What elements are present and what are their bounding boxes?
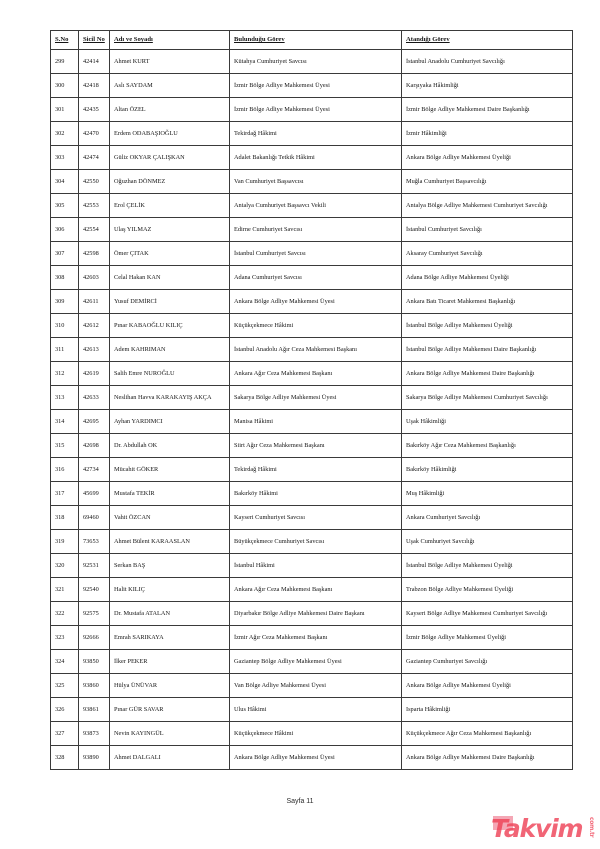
cell-ad: Ahmet DALGALI [110, 746, 230, 770]
cell-sno: 312 [51, 362, 79, 386]
cell-ad: Vahit ÖZCAN [110, 506, 230, 530]
cell-bul: Tekirdağ Hâkimi [230, 458, 402, 482]
cell-bul: Ankara Bölge Adliye Mahkemesi Üyesi [230, 746, 402, 770]
table-row [51, 146, 573, 170]
cell-bul: Van Bölge Adliye Mahkemesi Üyesi [230, 674, 402, 698]
cell-atan: Ankara Bölge Adliye Mahkemesi Üyeliği [402, 146, 573, 170]
cell-ad: Adem KAHRIMAN [110, 338, 230, 362]
cell-sno: 311 [51, 338, 79, 362]
cell-atan: Uşak Hâkimliği [402, 410, 573, 434]
cell-bul: Ankara Ağır Ceza Mahkemesi Başkanı [230, 578, 402, 602]
table-row [51, 50, 573, 74]
cell-ad: Ahmet KURT [110, 50, 230, 74]
cell-atan: İzmir Bölge Adliye Mahkemesi Üyeliği [402, 626, 573, 650]
cell-atan: Muş Hâkimliği [402, 482, 573, 506]
table-row [51, 458, 573, 482]
table-row [51, 650, 573, 674]
cell-sicil: 42734 [79, 458, 110, 482]
table-row [51, 722, 573, 746]
table-row [51, 362, 573, 386]
cell-sicil: 93850 [79, 650, 110, 674]
table-header-row [51, 31, 573, 50]
cell-ad: Altan ÖZEL [110, 98, 230, 122]
cell-sno: 328 [51, 746, 79, 770]
cell-ad: Erol ÇELİK [110, 194, 230, 218]
cell-sicil: 45699 [79, 482, 110, 506]
cell-bul: Küçükçekmece Hâkimi [230, 722, 402, 746]
table-row [51, 482, 573, 506]
table-row [51, 290, 573, 314]
table-row [51, 530, 573, 554]
cell-atan: İstanbul Bölge Adliye Mahkemesi Üyeliği [402, 314, 573, 338]
cell-ad: Pınar GÜR SAVAR [110, 698, 230, 722]
cell-ad: Güliz OKYAR ÇALIŞKAN [110, 146, 230, 170]
cell-bul: Ankara Bölge Adliye Mahkemesi Üyesi [230, 290, 402, 314]
cell-sicil: 92666 [79, 626, 110, 650]
cell-sno: 315 [51, 434, 79, 458]
watermark-brand-text: Takvim [491, 814, 583, 843]
cell-atan: Ankara Bölge Adliye Mahkemesi Daire Başkanlığı [402, 362, 573, 386]
cell-sicil: 42414 [79, 50, 110, 74]
cell-bul: Manisa Hâkimi [230, 410, 402, 434]
cell-ad: Serkan BAŞ [110, 554, 230, 578]
table-row [51, 698, 573, 722]
table-header [51, 31, 573, 50]
cell-atan: Isparta Hâkimliği [402, 698, 573, 722]
cell-sno: 325 [51, 674, 79, 698]
cell-sicil: 42613 [79, 338, 110, 362]
cell-bul: İstanbul Hâkimi [230, 554, 402, 578]
cell-sno: 302 [51, 122, 79, 146]
cell-ad: Ayhan YARDIMCI [110, 410, 230, 434]
cell-bul: Büyükçekmece Cumhuriyet Savcısı [230, 530, 402, 554]
appointments-table [50, 30, 573, 770]
table-row [51, 746, 573, 770]
table-row [51, 506, 573, 530]
column-header-sno: S.No [51, 31, 79, 50]
cell-ad: Pınar KABAOĞLU KILIÇ [110, 314, 230, 338]
cell-sno: 309 [51, 290, 79, 314]
table-row [51, 578, 573, 602]
cell-sno: 308 [51, 266, 79, 290]
cell-atan: Muğla Cumhuriyet Başsavcılığı [402, 170, 573, 194]
cell-atan: Bakırköy Hâkimliği [402, 458, 573, 482]
table-row [51, 674, 573, 698]
cell-sicil: 42611 [79, 290, 110, 314]
cell-sno: 314 [51, 410, 79, 434]
cell-sno: 324 [51, 650, 79, 674]
cell-bul: İstanbul Anadolu Ağır Ceza Mahkemesi Başkanı [230, 338, 402, 362]
table-row [51, 122, 573, 146]
cell-ad: Mücahit GÖKER [110, 458, 230, 482]
cell-sno: 301 [51, 98, 79, 122]
cell-ad: Neslihan Havva KARAKAYIŞ AKÇA [110, 386, 230, 410]
table-row [51, 98, 573, 122]
cell-sno: 300 [51, 74, 79, 98]
table-row [51, 386, 573, 410]
cell-sicil: 42554 [79, 218, 110, 242]
cell-ad: Emrah SARIKAYA [110, 626, 230, 650]
cell-bul: Edirne Cumhuriyet Savcısı [230, 218, 402, 242]
cell-bul: Tekirdağ Hâkimi [230, 122, 402, 146]
cell-ad: Celal Hakan KAN [110, 266, 230, 290]
cell-sicil: 92575 [79, 602, 110, 626]
cell-sicil: 93890 [79, 746, 110, 770]
cell-atan: Antalya Bölge Adliye Mahkemesi Cumhuriyet Savcılığı [402, 194, 573, 218]
cell-bul: Van Cumhuriyet Başsavcısı [230, 170, 402, 194]
cell-sicil: 42695 [79, 410, 110, 434]
page-footer: Sayfa 11 [286, 798, 314, 805]
table-body [51, 50, 573, 770]
column-header-atandigi-gorev: Atandığı Görev [402, 31, 573, 50]
cell-atan: Ankara Bölge Adliye Mahkemesi Daire Başkanlığı [402, 746, 573, 770]
cell-sno: 304 [51, 170, 79, 194]
cell-sicil: 42603 [79, 266, 110, 290]
column-header-bulundugu-gorev: Bulunduğu Görev [230, 31, 402, 50]
table-row [51, 218, 573, 242]
cell-bul: Sakarya Bölge Adliye Mahkemesi Üyesi [230, 386, 402, 410]
cell-sicil: 42418 [79, 74, 110, 98]
cell-sno: 317 [51, 482, 79, 506]
cell-sno: 307 [51, 242, 79, 266]
cell-sicil: 42550 [79, 170, 110, 194]
cell-sno: 321 [51, 578, 79, 602]
cell-bul: Kütahya Cumhuriyet Savcısı [230, 50, 402, 74]
cell-sno: 306 [51, 218, 79, 242]
cell-bul: Bakırköy Hâkimi [230, 482, 402, 506]
watermark-tld-text: com.tr [588, 817, 595, 838]
cell-bul: Küçükçekmece Hâkimi [230, 314, 402, 338]
table-row [51, 266, 573, 290]
cell-ad: Yusuf DEMİRCİ [110, 290, 230, 314]
cell-ad: Dr. Mustafa ATALAN [110, 602, 230, 626]
appointments-table-container [50, 30, 572, 770]
cell-bul: İstanbul Cumhuriyet Savcısı [230, 242, 402, 266]
cell-atan: İstanbul Anadolu Cumhuriyet Savcılığı [402, 50, 573, 74]
cell-bul: İzmir Ağır Ceza Mahkemesi Başkanı [230, 626, 402, 650]
cell-bul: Gaziantep Bölge Adliye Mahkemesi Üyesi [230, 650, 402, 674]
cell-bul: İzmir Bölge Adliye Mahkemesi Üyesi [230, 98, 402, 122]
cell-atan: Bakırköy Ağır Ceza Mahkemesi Başkanlığı [402, 434, 573, 458]
cell-bul: İzmir Bölge Adliye Mahkemesi Üyesi [230, 74, 402, 98]
table-row [51, 314, 573, 338]
cell-ad: Aslı SAYDAM [110, 74, 230, 98]
table-row [51, 74, 573, 98]
cell-atan: İstanbul Bölge Adliye Mahkemesi Üyeliği [402, 554, 573, 578]
cell-atan: İzmir Hâkimliği [402, 122, 573, 146]
cell-sno: 322 [51, 602, 79, 626]
cell-sno: 310 [51, 314, 79, 338]
cell-atan: Küçükçekmece Ağır Ceza Mahkemesi Başkanlığı [402, 722, 573, 746]
takvim-watermark [491, 813, 595, 845]
cell-atan: İstanbul Bölge Adliye Mahkemesi Daire Başkanlığı [402, 338, 573, 362]
cell-sicil: 42470 [79, 122, 110, 146]
cell-atan: Trabzon Bölge Adliye Mahkemesi Üyeliği [402, 578, 573, 602]
table-row [51, 170, 573, 194]
table-row [51, 434, 573, 458]
cell-sicil: 69460 [79, 506, 110, 530]
cell-bul: Adana Cumhuriyet Savcısı [230, 266, 402, 290]
cell-sicil: 92540 [79, 578, 110, 602]
cell-ad: Erdem ODABAŞIOĞLU [110, 122, 230, 146]
cell-ad: Ömer ÇITAK [110, 242, 230, 266]
cell-ad: Halit KILIÇ [110, 578, 230, 602]
cell-ad: Mustafa TEKİR [110, 482, 230, 506]
cell-ad: İlker PEKER [110, 650, 230, 674]
column-header-sicil-no: Sicil No [79, 31, 110, 50]
table-row [51, 194, 573, 218]
table-row [51, 410, 573, 434]
cell-sicil: 93861 [79, 698, 110, 722]
cell-atan: Kayseri Bölge Adliye Mahkemesi Cumhuriyet Savcılığı [402, 602, 573, 626]
cell-sicil: 42612 [79, 314, 110, 338]
column-header-adi-ve-soyadi: Adı ve Soyadı [110, 31, 230, 50]
cell-bul: Antalya Cumhuriyet Başsavcı Vekili [230, 194, 402, 218]
cell-atan: Adana Bölge Adliye Mahkemesi Üyeliği [402, 266, 573, 290]
cell-sno: 303 [51, 146, 79, 170]
cell-sno: 327 [51, 722, 79, 746]
cell-sno: 299 [51, 50, 79, 74]
cell-sno: 305 [51, 194, 79, 218]
cell-ad: Dr. Abdullah OK [110, 434, 230, 458]
cell-sicil: 42553 [79, 194, 110, 218]
table-row [51, 338, 573, 362]
cell-bul: Diyarbakır Bölge Adliye Mahkemesi Daire Başkanı [230, 602, 402, 626]
cell-atan: İzmir Bölge Adliye Mahkemesi Daire Başkanlığı [402, 98, 573, 122]
cell-sno: 313 [51, 386, 79, 410]
cell-sicil: 93860 [79, 674, 110, 698]
cell-sicil: 93873 [79, 722, 110, 746]
cell-sno: 318 [51, 506, 79, 530]
cell-atan: Sakarya Bölge Adliye Mahkemesi Cumhuriyet Savcılığı [402, 386, 573, 410]
table-row [51, 626, 573, 650]
cell-sicil: 42619 [79, 362, 110, 386]
cell-ad: Ahmet Bülent KARAASLAN [110, 530, 230, 554]
cell-sicil: 42598 [79, 242, 110, 266]
cell-bul: Ankara Ağır Ceza Mahkemesi Başkanı [230, 362, 402, 386]
cell-ad: Oğuzhan DÖNMEZ [110, 170, 230, 194]
cell-ad: Nevin KAYINGÜL [110, 722, 230, 746]
cell-sno: 320 [51, 554, 79, 578]
cell-ad: Salih Emre NUROĞLU [110, 362, 230, 386]
cell-sicil: 42435 [79, 98, 110, 122]
cell-atan: Karşıyaka Hâkimliği [402, 74, 573, 98]
cell-sno: 316 [51, 458, 79, 482]
cell-bul: Ulus Hâkimi [230, 698, 402, 722]
cell-sicil: 92531 [79, 554, 110, 578]
cell-sno: 326 [51, 698, 79, 722]
table-row [51, 602, 573, 626]
cell-sicil: 42633 [79, 386, 110, 410]
cell-sno: 319 [51, 530, 79, 554]
cell-atan: İstanbul Cumhuriyet Savcılığı [402, 218, 573, 242]
cell-atan: Ankara Batı Ticaret Mahkemesi Başkanlığı [402, 290, 573, 314]
cell-atan: Aksaray Cumhuriyet Savcılığı [402, 242, 573, 266]
cell-atan: Uşak Cumhuriyet Savcılığı [402, 530, 573, 554]
cell-atan: Ankara Cumhuriyet Savcılığı [402, 506, 573, 530]
cell-ad: Hülya ÜNÜVAR [110, 674, 230, 698]
cell-sno: 323 [51, 626, 79, 650]
cell-sicil: 73653 [79, 530, 110, 554]
cell-bul: Adalet Bakanlığı Tetkik Hâkimi [230, 146, 402, 170]
cell-sicil: 42474 [79, 146, 110, 170]
cell-sicil: 42698 [79, 434, 110, 458]
cell-atan: Gaziantep Cumhuriyet Savcılığı [402, 650, 573, 674]
cell-bul: Siirt Ağır Ceza Mahkemesi Başkanı [230, 434, 402, 458]
cell-bul: Kayseri Cumhuriyet Savcısı [230, 506, 402, 530]
table-row [51, 554, 573, 578]
cell-atan: Ankara Bölge Adliye Mahkemesi Üyeliği [402, 674, 573, 698]
table-row [51, 242, 573, 266]
cell-ad: Ulaş YILMAZ [110, 218, 230, 242]
